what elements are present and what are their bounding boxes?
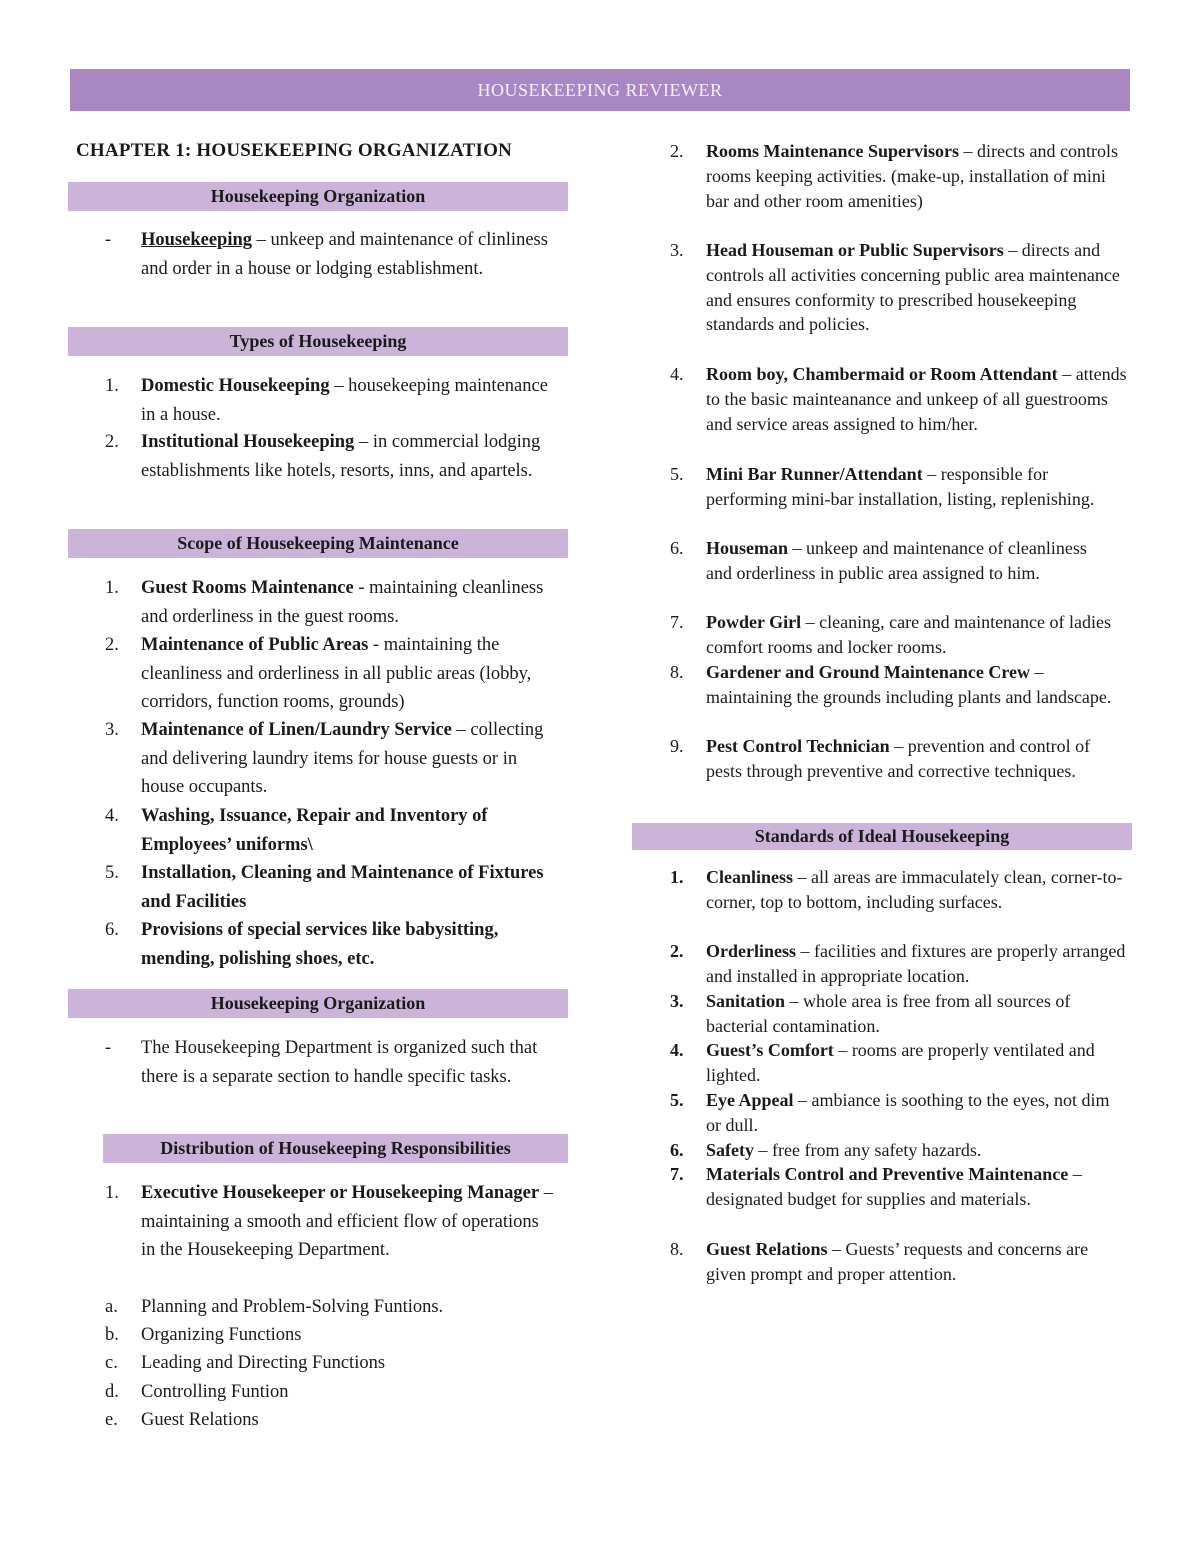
item-description: – free from any safety hazards. xyxy=(754,1140,982,1160)
function-text: Guest Relations xyxy=(141,1410,259,1430)
list-number: 1. xyxy=(105,376,119,396)
list-item xyxy=(670,1138,1126,1163)
item-term: Guest Rooms Maintenance xyxy=(141,578,354,598)
item-term: Maintenance of Public Areas xyxy=(141,635,369,655)
function-text: Planning and Problem-Solving Funtions. xyxy=(141,1297,444,1317)
list-item xyxy=(105,716,551,802)
item-description: – maintaining the grounds including plants and landscape. xyxy=(706,662,1112,707)
list-item xyxy=(670,238,1128,337)
item-term: Eye Appeal xyxy=(706,1090,794,1110)
list-item xyxy=(670,865,1126,915)
list-item xyxy=(670,1162,1126,1212)
list-number: 4. xyxy=(670,364,684,384)
definition-housekeeping xyxy=(105,226,551,283)
list-item xyxy=(105,802,561,859)
function-item xyxy=(105,1321,561,1350)
item-description: – housekeeping maintenance in a house. xyxy=(141,376,548,425)
list-letter: a. xyxy=(105,1297,118,1317)
item-description: – rooms are properly ventilated and lighted. xyxy=(706,1040,1095,1085)
list-item xyxy=(670,139,1126,213)
function-item xyxy=(105,1293,561,1322)
item-term: Houseman xyxy=(706,538,789,558)
item-term: Room boy, Chambermaid or Room Attendant xyxy=(706,364,1058,384)
function-item xyxy=(105,1349,561,1378)
item-term: Sanitation xyxy=(706,991,786,1011)
list-number: 4. xyxy=(670,1040,684,1060)
list-number: 9. xyxy=(670,736,684,756)
list-number: 4. xyxy=(105,806,119,826)
item-term: Maintenance of Linen/Laundry Service xyxy=(141,720,452,740)
item-term: Safety xyxy=(706,1140,754,1160)
item-term: Materials Control and Preventive Maintenance xyxy=(706,1164,1069,1184)
item-term: Mini Bar Runner/Attendant xyxy=(706,464,923,484)
function-item xyxy=(105,1406,561,1435)
list-item xyxy=(670,939,1131,989)
list-number: 7. xyxy=(670,1164,684,1184)
list-item xyxy=(670,660,1126,710)
section-title: Standards of Ideal Housekeeping xyxy=(754,826,1010,846)
term: Housekeeping xyxy=(141,230,253,250)
item-term: Domestic Housekeeping xyxy=(141,376,330,396)
list-item xyxy=(670,1038,1126,1088)
list-number: 3. xyxy=(670,240,684,260)
section-title: Housekeeping Organization xyxy=(210,993,426,1013)
list-number: 5. xyxy=(105,863,119,883)
list-number: 7. xyxy=(670,612,684,632)
list-number: 6. xyxy=(105,920,119,940)
item-term: Gardener and Ground Maintenance Crew xyxy=(706,662,1031,682)
item-description: – unkeep and maintenance of cleanliness and orderliness in public area assigned to him. xyxy=(706,538,1087,583)
list-item xyxy=(670,989,1126,1039)
item-description: – directs and controls rooms keeping activities. (make-up, installation of mini bar and other room amenities) xyxy=(706,141,1118,211)
item-description: – all areas are immaculately clean, corner-to-corner, top to bottom, including surfaces. xyxy=(706,867,1123,912)
item-description: – Guests’ requests and concerns are given prompt and proper attention. xyxy=(706,1239,1089,1284)
list-number: 8. xyxy=(670,662,684,682)
item-description: – collecting and delivering laundry items for house guests or in house occupants. xyxy=(141,720,544,798)
list-item xyxy=(670,1237,1126,1287)
list-item xyxy=(105,859,551,916)
item-description: - maintaining cleanliness and orderliness in the guest rooms. xyxy=(141,578,544,627)
list-letter: d. xyxy=(105,1382,119,1402)
list-item xyxy=(670,462,1126,512)
list-item xyxy=(670,1088,1126,1138)
item-term: Rooms Maintenance Supervisors xyxy=(706,141,959,161)
list-number: 2. xyxy=(105,635,119,655)
item-description: – prevention and control of pests through preventive and corrective techniques. xyxy=(706,736,1091,781)
item-description: – responsible for performing mini-bar installation, listing, replenishing. xyxy=(706,464,1095,509)
function-text: Controlling Funtion xyxy=(141,1382,289,1402)
list-item xyxy=(105,1179,556,1265)
item-description: – maintaining a smooth and efficient flow of operations in the Housekeeping Department. xyxy=(141,1183,553,1261)
item-description: – cleaning, care and maintenance of ladies comfort rooms and locker rooms. xyxy=(706,612,1112,657)
section-title: Types of Housekeeping xyxy=(229,331,407,351)
organization-note xyxy=(105,1034,541,1091)
dash-marker: - xyxy=(105,1038,112,1058)
list-number: 1. xyxy=(105,578,119,598)
function-item xyxy=(105,1378,561,1407)
list-letter: e. xyxy=(105,1410,118,1430)
list-number: 5. xyxy=(670,464,684,484)
item-term: Executive Housekeeper or Housekeeping Manager xyxy=(141,1183,540,1203)
item-term: Cleanliness xyxy=(706,867,794,887)
list-letter: b. xyxy=(105,1325,119,1345)
item-term: Orderliness xyxy=(706,941,796,961)
organization-text: The Housekeeping Department is organized such that there is a separate section to handle specific tasks. xyxy=(141,1038,538,1087)
dash-marker: - xyxy=(105,230,112,250)
list-item xyxy=(105,916,566,973)
item-term: Guest’s Comfort xyxy=(706,1040,834,1060)
page-header-banner xyxy=(70,69,1130,111)
section-header-scope xyxy=(68,529,568,558)
item-term: Guest Relations xyxy=(706,1239,828,1259)
section-header-housekeeping-organization xyxy=(68,182,568,211)
section-header-distribution xyxy=(103,1134,568,1163)
item-term: Provisions of special services like babysitting, mending, polishing shoes, etc. xyxy=(141,920,499,969)
list-number: 6. xyxy=(670,538,684,558)
section-title: Housekeeping Organization xyxy=(210,186,426,206)
list-item xyxy=(105,372,561,429)
item-description: – directs and controls all activities concerning public area maintenance and ensures conformity to prescribed housekeeping standards and policies. xyxy=(706,240,1120,335)
list-item xyxy=(105,428,561,485)
item-description: – in commercial lodging establishments like hotels, resorts, inns, and apartels. xyxy=(141,432,541,481)
section-title: Scope of Housekeeping Maintenance xyxy=(177,533,459,553)
item-description: - maintaining the cleanliness and orderliness in all public areas (lobby, corridors, function rooms, grounds) xyxy=(141,635,532,713)
function-text: Leading and Directing Functions xyxy=(141,1353,386,1373)
item-term: Installation, Cleaning and Maintenance of Fixtures and Facilities xyxy=(141,863,544,912)
list-number: 2. xyxy=(105,432,119,452)
list-number: 1. xyxy=(670,867,684,887)
list-number: 3. xyxy=(670,991,684,1011)
chapter-title: CHAPTER 1: HOUSEKEEPING ORGANIZATION xyxy=(76,140,512,161)
item-term: Washing, Issuance, Repair and Inventory of Employees’ uniforms\ xyxy=(141,806,488,855)
list-number: 3. xyxy=(105,720,119,740)
item-term: Powder Girl xyxy=(706,612,802,632)
section-header-types xyxy=(68,327,568,356)
list-item xyxy=(105,631,563,717)
item-description: – whole area is free from all sources of bacterial contamination. xyxy=(706,991,1071,1036)
list-item xyxy=(105,574,561,631)
list-number: 6. xyxy=(670,1140,684,1160)
section-header-housekeeping-organization-2 xyxy=(68,989,568,1018)
item-term: Head Houseman or Public Supervisors xyxy=(706,240,1004,260)
list-number: 8. xyxy=(670,1239,684,1259)
item-description: – facilities and fixtures are properly arranged and installed in appropriate location. xyxy=(706,941,1126,986)
list-item xyxy=(670,734,1106,784)
list-number: 2. xyxy=(670,941,684,961)
list-item xyxy=(670,610,1121,660)
function-text: Organizing Functions xyxy=(141,1325,302,1345)
section-header-standards xyxy=(632,823,1132,850)
item-description: – ambiance is soothing to the eyes, not dim or dull. xyxy=(706,1090,1110,1135)
term-description: – unkeep and maintenance of clinliness and order in a house or lodging establishment. xyxy=(141,230,548,279)
list-item xyxy=(670,536,1106,586)
list-number: 2. xyxy=(670,141,684,161)
list-item xyxy=(670,362,1130,436)
item-description: – designated budget for supplies and materials. xyxy=(706,1164,1082,1209)
list-letter: c. xyxy=(105,1353,118,1373)
list-number: 1. xyxy=(105,1183,119,1203)
item-term: Institutional Housekeeping xyxy=(141,432,355,452)
item-description: – attends to the basic mainteanance and unkeep of all guestrooms and service areas assigned to him/her. xyxy=(706,364,1127,434)
list-number: 5. xyxy=(670,1090,684,1110)
page-header-title: HOUSEKEEPING REVIEWER xyxy=(477,79,723,100)
section-title: Distribution of Housekeeping Responsibilities xyxy=(160,1138,511,1158)
item-term: Pest Control Technician xyxy=(706,736,890,756)
